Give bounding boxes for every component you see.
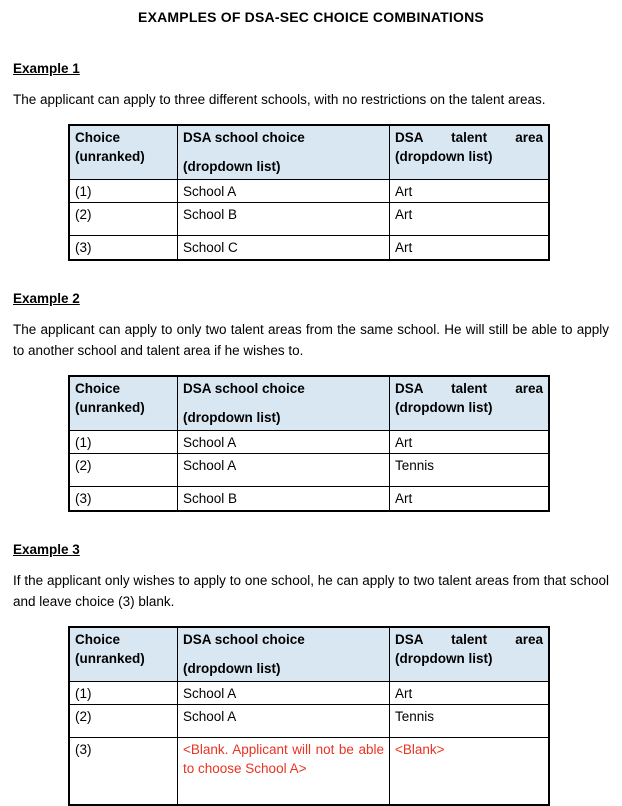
header-choice-line1: Choice — [75, 130, 121, 145]
header-choice-line1: Choice — [75, 632, 121, 647]
cell-choice: (3) — [69, 236, 178, 261]
cell-school: School B — [178, 487, 390, 512]
cell-school-blank-note: <Blank. Applicant will not be able to choose School A> — [178, 738, 390, 806]
example-3-table — [68, 626, 550, 806]
example-1-table — [68, 124, 550, 261]
table-row — [69, 682, 549, 705]
table-header-row — [69, 627, 549, 682]
cell-choice: (1) — [69, 180, 178, 203]
page-title: EXAMPLES OF DSA-SEC CHOICE COMBINATIONS — [138, 9, 484, 25]
example-2-description: The applicant can apply to only two talent areas from the same school. He will still be able to apply to another school and talent area if he wishes to. — [13, 322, 609, 358]
header-school-line2: (dropdown list) — [183, 159, 281, 174]
table-row — [69, 738, 549, 806]
header-talent-line1: DSA talent area — [395, 130, 543, 145]
cell-choice: (3) — [69, 738, 178, 806]
cell-school: School A — [178, 180, 390, 203]
example-1-heading: Example 1 — [13, 61, 80, 76]
table-header-row — [69, 376, 549, 431]
header-talent-line1: DSA talent area — [395, 632, 543, 647]
header-school-line1: DSA school choice — [183, 381, 305, 396]
header-choice-line1: Choice — [75, 381, 121, 396]
header-cell-choice — [69, 627, 178, 682]
table-row — [69, 487, 549, 512]
cell-choice: (2) — [69, 203, 178, 236]
header-school-line2: (dropdown list) — [183, 410, 281, 425]
cell-talent: Tennis — [390, 454, 550, 487]
cell-talent: Art — [390, 682, 550, 705]
cell-choice: (2) — [69, 454, 178, 487]
header-choice-line2: (unranked) — [75, 149, 145, 164]
header-school-line1: DSA school choice — [183, 130, 305, 145]
cell-school: School C — [178, 236, 390, 261]
cell-choice: (2) — [69, 705, 178, 738]
header-cell-choice — [69, 376, 178, 431]
header-school-line1: DSA school choice — [183, 632, 305, 647]
example-2-heading: Example 2 — [13, 291, 80, 306]
example-1-description: The applicant can apply to three different schools, with no restrictions on the talent areas. — [13, 92, 546, 107]
cell-choice: (1) — [69, 431, 178, 454]
header-talent-line2: (dropdown list) — [395, 149, 493, 164]
header-school-line2: (dropdown list) — [183, 661, 281, 676]
header-talent-line1: DSA talent area — [395, 381, 543, 396]
header-cell-school — [178, 376, 390, 431]
header-cell-school — [178, 627, 390, 682]
table-row — [69, 236, 549, 261]
cell-talent: Art — [390, 431, 550, 454]
table-row — [69, 203, 549, 236]
header-cell-talent — [390, 125, 550, 180]
cell-school: School B — [178, 203, 390, 236]
table-header-row — [69, 125, 549, 180]
table-row — [69, 705, 549, 738]
cell-talent: Art — [390, 487, 550, 512]
cell-choice: (3) — [69, 487, 178, 512]
header-choice-line2: (unranked) — [75, 651, 145, 666]
header-choice-line2: (unranked) — [75, 400, 145, 415]
table-row — [69, 454, 549, 487]
table-row — [69, 180, 549, 203]
header-talent-line2: (dropdown list) — [395, 651, 493, 666]
cell-talent-blank: <Blank> — [390, 738, 550, 806]
header-cell-talent — [390, 627, 550, 682]
cell-talent: Art — [390, 180, 550, 203]
cell-talent: Art — [390, 203, 550, 236]
example-3-heading: Example 3 — [13, 542, 80, 557]
table-row — [69, 431, 549, 454]
example-3-description: If the applicant only wishes to apply to one school, he can apply to two talent areas from that school and leave choice (3) blank. — [13, 573, 609, 609]
header-cell-talent — [390, 376, 550, 431]
cell-talent: Art — [390, 236, 550, 261]
header-cell-choice — [69, 125, 178, 180]
cell-choice: (1) — [69, 682, 178, 705]
cell-talent: Tennis — [390, 705, 550, 738]
example-2-table — [68, 375, 550, 512]
cell-school: School A — [178, 454, 390, 487]
cell-school: School A — [178, 431, 390, 454]
header-talent-line2: (dropdown list) — [395, 400, 493, 415]
cell-school: School A — [178, 682, 390, 705]
cell-school: School A — [178, 705, 390, 738]
header-cell-school — [178, 125, 390, 180]
